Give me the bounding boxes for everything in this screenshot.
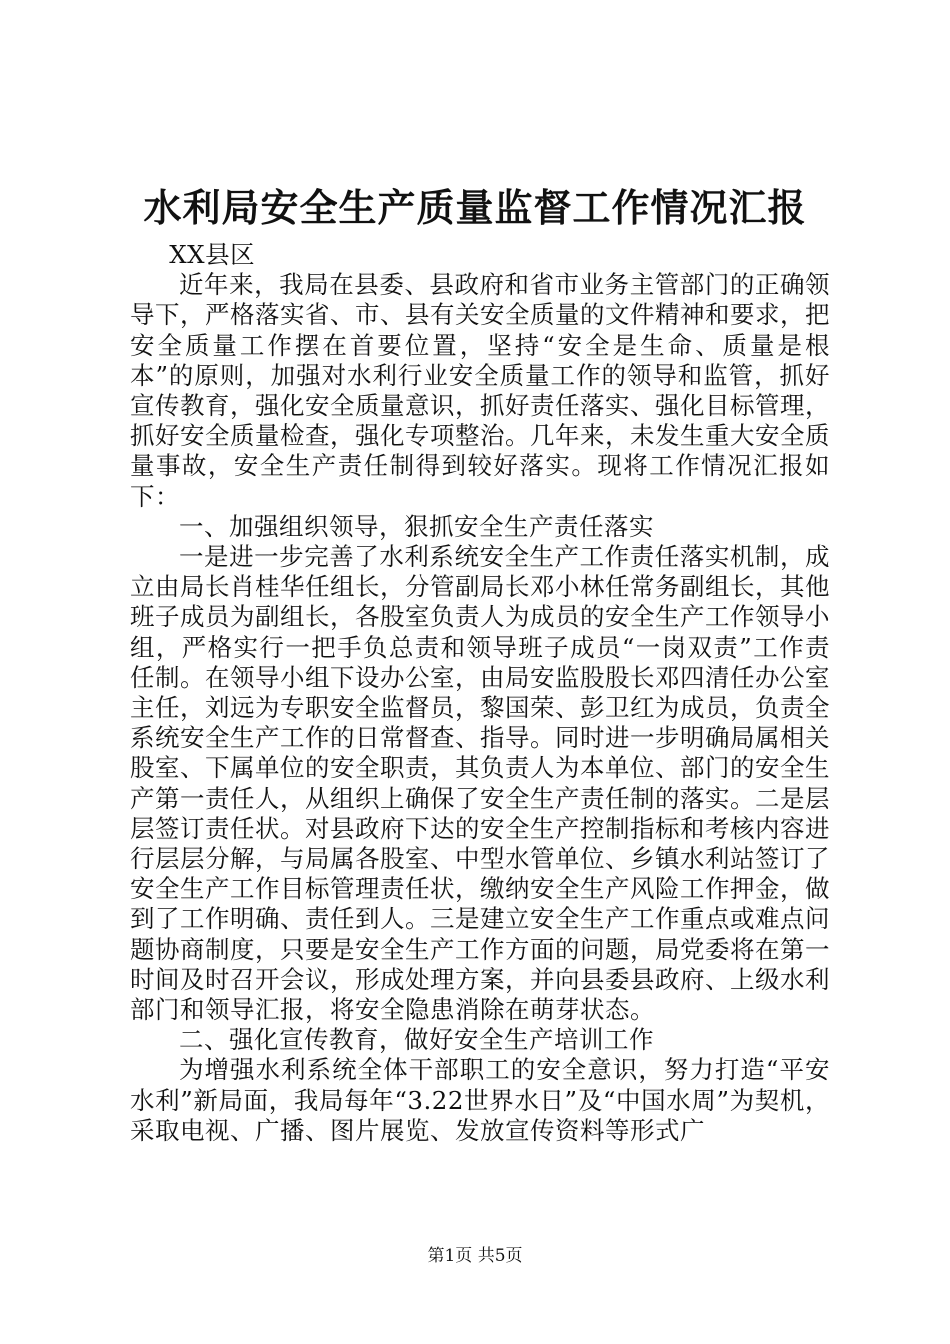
document-body	[130, 240, 830, 1146]
section-heading-2: 二、强化宣传教育，做好安全生产培训工作	[179, 1025, 654, 1055]
document-title: 水利局安全生产质量监督工作情况汇报	[143, 185, 807, 230]
section-2-paragraph: 为增强水利系统全体干部职工的安全意识，努力打造“平安水利”新局面，我局每年“3.22世界水日”及“中国水周”为契机，采取电视、广播、图片展览、发放宣传资料等形式广	[130, 1055, 830, 1145]
section-1-paragraph: 一是进一步完善了水利系统安全生产工作责任落实机制，成立由局长肖桂华任组长，分管副局长邓小林任常务副组长，其他班子成员为副组长，各股室负责人为成员的安全生产工作领导小组，严格实行一把手负总责和领导班子成员“一岗双责”工作责任制。在领导小组下设办公室，由局安监股股长邓四清任办公室主任，刘远为专职安全监督员，黎国荣、彭卫红为成员，负责全系统安全生产工作的日常督查、指导。同时进一步明确局属相关股室、下属单位的安全职责，其负责人为本单位、部门的安全生产第一责任人，从组织上确保了安全生产责任制的落实。二是层层签订责任状。对县政府下达的安全生产控制指标和考核内容进行层层分解，与局属各股室、中型水管单位、乡镇水利站签订了安全生产工作目标管理责任状，缴纳安全生产风险工作押金，做到了工作明确、责任到人。三是建立安全生产工作重点或难点问题协商制度，只要是安全生产工作方面的问题，局党委将在第一时间及时召开会议，形成处理方案，并向县委县政府、上级水利部门和领导汇报，将安全隐患消除在萌芽状态。	[130, 542, 830, 1025]
county-line: XX县区	[169, 240, 256, 269]
page-footer: 第1页 共5页	[427, 1246, 523, 1266]
section-heading-1: 一、加强组织领导，狠抓安全生产责任落实	[179, 511, 654, 541]
intro-paragraph: 近年来，我局在县委、县政府和省市业务主管部门的正确领导下，严格落实省、市、县有关安全质量的文件精神和要求，把安全质量工作摆在首要位置，坚持“安全是生命、质量是根本”的原则，加强对水利行业安全质量工作的领导和监管，抓好宣传教育，强化安全质量意识，抓好责任落实、强化目标管理，抓好安全质量检查，强化专项整治。几年来，未发生重大安全质量事故，安全生产责任制得到较好落实。现将工作情况汇报如下：	[130, 270, 830, 511]
